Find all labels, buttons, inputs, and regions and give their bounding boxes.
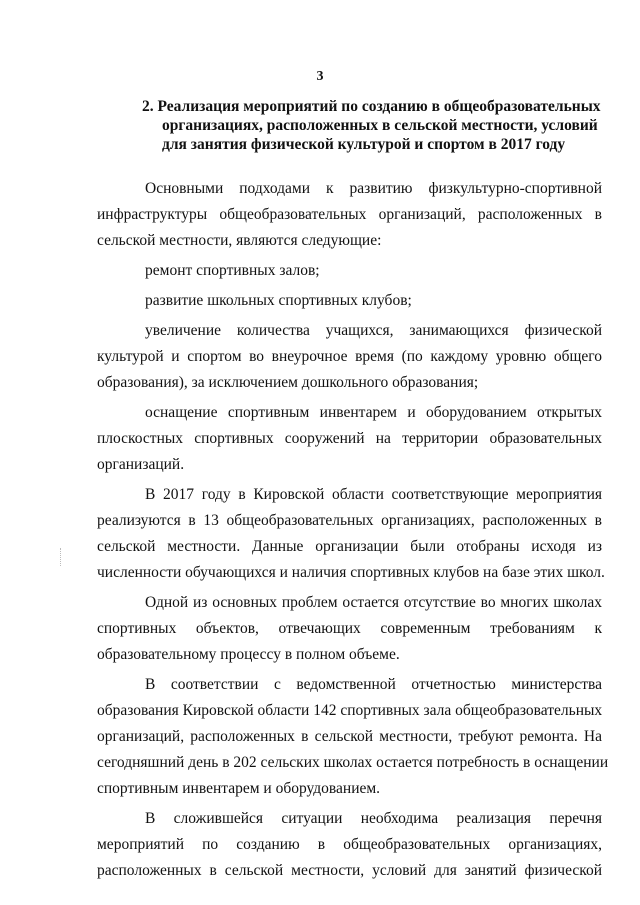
text-line: сельской местности. Данные организации были отобраны исходя из	[97, 538, 602, 555]
paragraph	[97, 806, 602, 884]
text-line: Одной из основных проблем остается отсутствие во многих школах	[145, 594, 602, 611]
text-line: спортивных объектов, отвечающих современным требованиям к	[97, 620, 602, 637]
document-body	[97, 176, 609, 884]
margin-mark	[60, 548, 67, 566]
text-line: мероприятий по созданию в общеобразовательных организациях,	[97, 836, 602, 853]
text-line: сегодняшний день в 202 сельских школах остается потребность в оснащении	[97, 754, 609, 771]
page-number: 3	[316, 69, 324, 84]
section-heading-line-1	[142, 97, 602, 116]
text-line: инфраструктуры общеобразовательных организаций, расположенных в	[97, 206, 602, 223]
paragraph	[97, 176, 602, 254]
text-line: образования Кировской области 142 спортивных зала общеобразовательных	[97, 702, 603, 719]
text-line: культурой и спортом во внеурочное время (по каждому уровню общего	[97, 348, 602, 365]
paragraph	[97, 590, 602, 668]
paragraph	[97, 258, 602, 284]
paragraph	[97, 400, 602, 478]
text-line: образования), за исключением дошкольного образования;	[97, 374, 479, 391]
paragraph	[97, 482, 605, 586]
text-line: численности обучающихся и наличия спортивных клубов на базе этих школ.	[97, 564, 605, 581]
section-heading	[142, 97, 602, 154]
text-line: образовательному процессу в полном объеме.	[97, 646, 400, 663]
section-number: 2.	[142, 98, 154, 115]
paragraph	[97, 288, 602, 314]
section-title-line: Реализация мероприятий по созданию в общеобразовательных	[157, 98, 601, 115]
text-line: расположенных в сельской местности, условий для занятий физической	[97, 862, 602, 879]
text-line: сельской местности, являются следующие:	[97, 232, 382, 249]
section-title-line: для занятия физической культурой и спортом в 2017 году	[162, 136, 566, 153]
text-line: плоскостных спортивных сооружений на территории образовательных	[97, 430, 602, 447]
text-line: спортивным инвентарем и оборудованием.	[97, 780, 381, 797]
section-title-line: организациях, расположенных в сельской местности, условий	[162, 117, 598, 134]
text-line: В 2017 году в Кировской области соответствующие мероприятия	[145, 486, 602, 503]
text-line: В сложившейся ситуации необходима реализация перечня	[145, 810, 602, 827]
text-line: оснащение спортивным инвентарем и оборудованием открытых	[145, 404, 602, 421]
text-line: организаций, расположенных в сельской местности, требуют ремонта. На	[97, 728, 602, 745]
text-line: развитие школьных спортивных клубов;	[145, 292, 412, 309]
text-line: организаций.	[97, 456, 185, 473]
text-line: В соответствии с ведомственной отчетностью министерства	[145, 676, 602, 693]
paragraph	[97, 672, 609, 802]
paragraph	[97, 318, 602, 396]
text-line: реализуются в 13 общеобразовательных организациях, расположенных в	[97, 512, 602, 529]
text-line: ремонт спортивных залов;	[145, 262, 320, 279]
text-line: увеличение количества учащихся, занимающихся физической	[145, 322, 602, 339]
text-line: Основными подходами к развитию физкультурно-спортивной	[145, 180, 602, 197]
